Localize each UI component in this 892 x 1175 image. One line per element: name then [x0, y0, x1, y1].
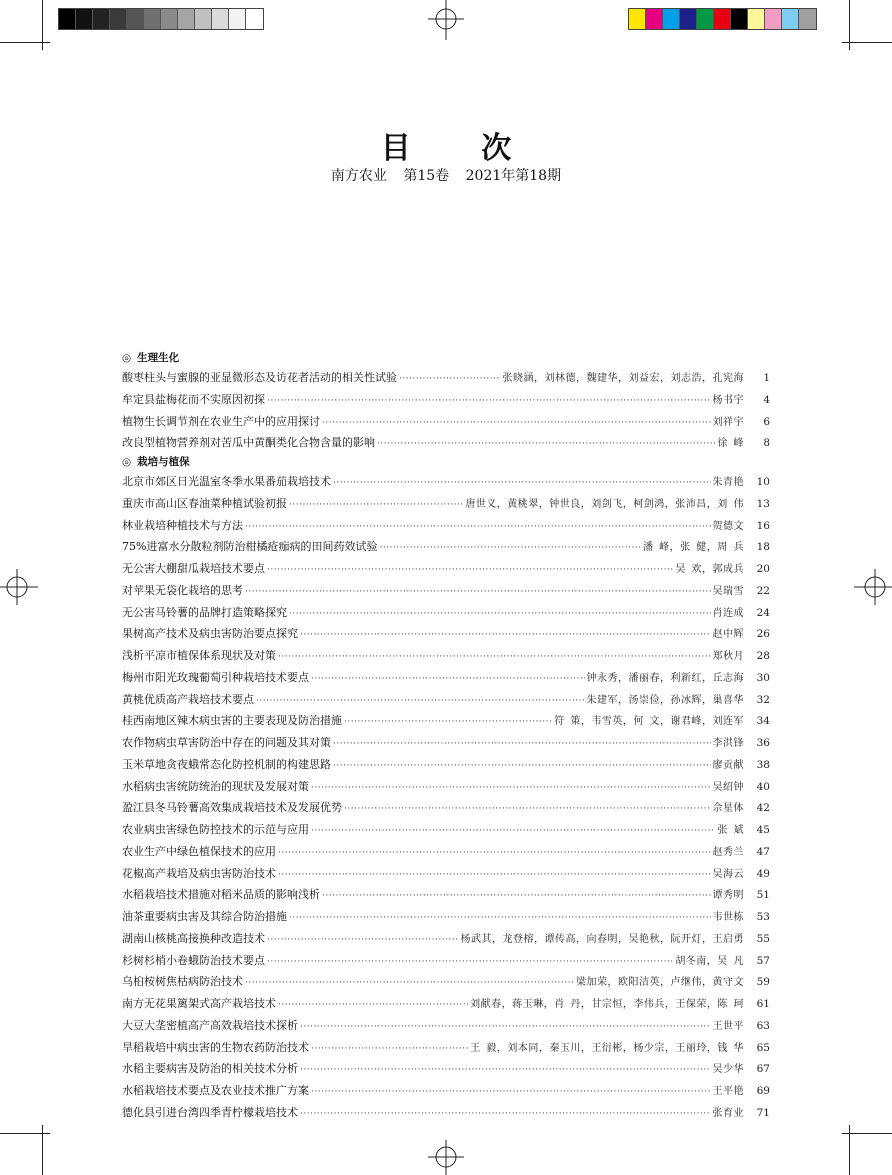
article-title: 花椒高产栽培及病虫害防治技术 [122, 866, 276, 880]
leader-dots [278, 865, 711, 887]
page-number: 40 [756, 780, 770, 793]
toc-entry[interactable] [122, 1037, 770, 1059]
article-authors: 贺德文 [712, 520, 744, 532]
registration-mark-right [852, 567, 892, 607]
gray-swatch [229, 9, 246, 29]
volume-number: 第15卷 [403, 168, 450, 184]
toc-entry[interactable] [122, 580, 770, 602]
page-number: 47 [756, 845, 770, 858]
page-number: 36 [756, 737, 770, 749]
page-number: 42 [756, 802, 770, 815]
section-marker-icon: ◎ [122, 352, 132, 364]
page-number: 55 [756, 932, 770, 945]
leader-dots [289, 604, 711, 626]
article-title: 酸枣柱头与蜜腺的亚显微形态及访花者活动的相关性试验 [122, 371, 397, 384]
leader-dots [256, 691, 585, 713]
color-swatch [697, 9, 714, 29]
leader-dots [379, 538, 641, 560]
leader-dots [311, 778, 711, 800]
article-title: 玉米草地贪夜蛾常态化防控机制的构建思路 [122, 757, 331, 771]
page-title: 目 次 [380, 131, 542, 166]
toc-entry[interactable] [122, 841, 770, 863]
leader-dots [245, 517, 711, 539]
toc-entry[interactable] [122, 1058, 770, 1080]
color-swatch [629, 9, 646, 29]
page-number: 71 [756, 1106, 770, 1119]
article-authors: 王平艳 [712, 1086, 744, 1097]
registration-mark-top [426, 0, 466, 40]
leader-dots [311, 821, 715, 843]
gray-swatch [178, 9, 195, 29]
page-number: 10 [756, 476, 770, 488]
gray-swatch [195, 9, 212, 29]
page-number: 13 [756, 497, 770, 510]
page-number: 26 [756, 628, 770, 641]
leader-dots [311, 1039, 468, 1061]
color-calibration-bar [628, 8, 817, 30]
journal-issue-line [0, 165, 892, 185]
article-title: 水稻病虫害统防统治的现状及发展对策 [122, 779, 309, 793]
article-title: 杉树杉梢小卷蛾防治技术要点 [122, 953, 265, 967]
color-swatch [765, 9, 782, 29]
leader-dots [344, 799, 711, 821]
article-title: 梅州市阳光玫瑰葡萄引种栽培技术要点 [122, 670, 309, 684]
article-title: 75%进富水分散粒剂防治柑橘疮痂病的田间药效试验 [122, 540, 378, 554]
section-marker-icon: ◎ [122, 456, 132, 468]
article-authors: 王世平 [712, 1020, 744, 1032]
leader-dots [377, 434, 715, 456]
page-number: 49 [756, 867, 770, 880]
leader-dots [333, 756, 711, 778]
leader-dots [245, 973, 574, 995]
gray-swatch [110, 9, 127, 29]
article-title: 德化县引进台湾四季青柠檬栽培技术 [122, 1105, 298, 1119]
table-of-contents [122, 350, 770, 1124]
article-authors: 梁加荣，欧阳洁英，卢继伟，黄守文 [576, 977, 744, 989]
article-authors: 徐 峰 [717, 438, 744, 450]
registration-mark-left [0, 567, 40, 607]
leader-dots [289, 495, 463, 517]
page-number: 57 [756, 954, 770, 967]
article-title: 水稻栽培技术要点及农业技术推广方案 [122, 1084, 309, 1097]
article-title: 油茶重要病虫害及其综合防治措施 [122, 910, 287, 923]
leader-dots [300, 625, 711, 647]
toc-entry[interactable] [122, 623, 770, 645]
page-number: 22 [756, 584, 770, 597]
toc-entry[interactable] [122, 884, 770, 906]
page-number: 16 [756, 519, 770, 532]
article-authors: 吴瑞雪 [712, 585, 744, 597]
article-authors: 刘祥宇 [712, 416, 744, 428]
gray-swatch [127, 9, 144, 29]
color-swatch [646, 9, 663, 29]
leader-dots [322, 413, 711, 435]
toc-entry[interactable] [122, 971, 770, 993]
leader-dots [267, 952, 673, 974]
issue-number: 2021年第18期 [465, 168, 562, 184]
article-title: 无公害马铃薯的品牌打造策略探究 [122, 605, 287, 619]
article-authors: 吴海云 [712, 868, 744, 880]
article-authors: 王 毅，刘本同，秦玉川，王衍彬，杨少宗，王丽玲，钱 华 [470, 1042, 744, 1054]
article-authors: 张 斌 [717, 825, 744, 836]
toc-entry[interactable] [122, 689, 770, 711]
article-authors: 唐世义，黄桃翠，钟世良，刘剑飞，柯剑鸿，张沛昌，刘 伟 [465, 498, 744, 510]
leader-dots [267, 560, 673, 582]
toc-entry[interactable] [122, 776, 770, 798]
toc-entry[interactable] [122, 558, 770, 580]
section-heading-text: 栽培与植保 [137, 456, 190, 468]
gray-swatch [212, 9, 229, 29]
page-number: 69 [756, 1085, 770, 1097]
toc-entry[interactable] [122, 732, 770, 754]
leader-dots [289, 908, 711, 930]
leader-dots [267, 930, 459, 952]
article-title: 农作物病虫草害防治中存在的问题及其对策 [122, 736, 331, 749]
article-authors: 吴绍钟 [712, 781, 744, 793]
article-authors: 李洪锋 [712, 738, 744, 749]
leader-dots [278, 843, 711, 865]
article-authors: 刘献春，蒋玉琳，肖 丹，甘宗恒，李伟兵，王保荣，陈 珂 [470, 999, 744, 1010]
article-title: 植物生长调节剂在农业生产中的应用探讨 [122, 414, 320, 428]
article-title: 改良型植物营养剂对苦瓜中黄酮类化合物含量的影响 [122, 436, 375, 450]
section-heading [122, 454, 770, 471]
leader-dots [322, 886, 711, 908]
page-number: 38 [756, 758, 770, 771]
gray-scale-bar [58, 8, 264, 30]
toc-entry[interactable] [122, 536, 770, 558]
gray-swatch [161, 9, 178, 29]
toc-entry[interactable] [122, 515, 770, 537]
toc-entry[interactable] [122, 411, 770, 433]
color-swatch [680, 9, 697, 29]
article-title: 无公害大棚甜瓜栽培技术要点 [122, 562, 265, 575]
article-authors: 符 策，韦雪英，何 文，谢君峰，刘连军 [554, 716, 744, 728]
page-number: 1 [763, 372, 770, 384]
article-authors: 张育业 [712, 1107, 744, 1119]
toc-entry[interactable] [122, 432, 770, 454]
section-heading-text: 生理生化 [137, 352, 180, 364]
toc-entry[interactable] [122, 1080, 770, 1102]
article-title: 果树高产技术及病虫害防治要点探究 [122, 627, 298, 641]
article-title: 南方无花果篱架式高产栽培技术 [122, 997, 276, 1010]
page-number: 67 [756, 1063, 770, 1076]
article-authors: 赵中辉 [712, 629, 744, 641]
article-authors: 肖连成 [712, 607, 744, 619]
page-number: 51 [756, 889, 770, 902]
gray-swatch [59, 9, 76, 29]
article-title: 重庆市高山区春油菜种植试验初报 [122, 496, 287, 510]
leader-dots [300, 1017, 711, 1039]
article-title: 水稻栽培技术措施对稻米品质的影响浅析 [122, 888, 320, 902]
toc-entry[interactable] [122, 993, 770, 1015]
section-heading [122, 350, 770, 367]
article-title: 北京市郊区日光温室冬季水果番茄栽培技术 [122, 475, 331, 488]
toc-entry[interactable] [122, 667, 770, 689]
article-authors: 谭秀明 [712, 890, 744, 902]
toc-entry[interactable] [122, 602, 770, 624]
page-number: 63 [756, 1019, 770, 1032]
page-number: 30 [756, 671, 770, 684]
article-title: 大豆大垄密植高产高效栽培技术探析 [122, 1018, 298, 1032]
article-authors: 胡冬南，吴 凡 [675, 955, 744, 967]
article-authors: 朱建军，汤崇俭，孙冰辉，巢喜华 [586, 694, 744, 706]
article-title: 桂西南地区辣木病虫害的主要表现及防治措施 [122, 714, 342, 728]
leader-dots [267, 391, 711, 413]
toc-entry[interactable] [122, 819, 770, 841]
color-swatch [748, 9, 765, 29]
leader-dots [278, 647, 711, 669]
article-authors: 廖贡献 [712, 759, 744, 771]
color-swatch [799, 9, 816, 29]
article-title: 黄桃优质高产栽培技术要点 [122, 692, 254, 706]
article-title: 农业病虫害绿色防控技术的示范与应用 [122, 823, 309, 836]
article-authors: 郑秋月 [712, 651, 744, 662]
gray-swatch [144, 9, 161, 29]
article-authors: 杨武其，龙登榕，谭传高，向春明，吴艳秋，阮开灯，王启勇 [460, 933, 744, 945]
toc-entry[interactable] [122, 367, 770, 389]
toc-entry[interactable] [122, 906, 770, 928]
color-swatch [782, 9, 799, 29]
page-number: 53 [756, 911, 770, 923]
leader-dots [399, 369, 501, 391]
article-title: 水稻主要病害及防治的相关技术分析 [122, 1062, 298, 1076]
article-title: 林业栽培种植技术与方法 [122, 518, 243, 532]
journal-name: 南方农业 [330, 168, 387, 184]
gray-swatch [246, 9, 263, 29]
article-title: 旱稻栽培中病虫害的生物农药防治技术 [122, 1040, 309, 1054]
gray-swatch [93, 9, 110, 29]
article-authors: 赵秀兰 [712, 846, 744, 858]
color-swatch [714, 9, 731, 29]
article-title: 湖南山核桃高接换种改造技术 [122, 931, 265, 945]
article-title: 浅析平凉市植保体系现状及对策 [122, 649, 276, 662]
page-number: 28 [756, 650, 770, 662]
gray-swatch [76, 9, 93, 29]
leader-dots [333, 734, 711, 756]
page-number: 59 [756, 976, 770, 989]
registration-mark-bottom [426, 1140, 466, 1175]
article-authors: 钟永秀，潘丽春，利新红，丘志海 [586, 672, 744, 684]
page-number: 34 [756, 715, 770, 728]
toc-entry[interactable] [122, 471, 770, 493]
leader-dots [311, 1082, 711, 1104]
article-title: 乌桕桉树焦枯病防治技术 [122, 975, 243, 989]
article-title: 对苹果无袋化栽培的思考 [122, 583, 243, 597]
page-number: 65 [756, 1041, 770, 1054]
toc-entry[interactable] [122, 950, 770, 972]
article-authors: 吴少华 [712, 1064, 744, 1076]
leader-dots [278, 995, 468, 1017]
toc-entry[interactable] [122, 1102, 770, 1124]
leader-dots [300, 1060, 711, 1082]
color-swatch [663, 9, 680, 29]
page-number: 32 [756, 693, 770, 706]
toc-entry[interactable] [122, 754, 770, 776]
article-authors: 杨书宇 [712, 394, 744, 406]
article-authors: 潘 峰，张 健，周 兵 [642, 542, 744, 554]
toc-entry[interactable] [122, 645, 770, 667]
article-authors: 韦世栋 [712, 912, 744, 923]
page-number: 4 [763, 393, 770, 406]
toc-entry[interactable] [122, 863, 770, 885]
leader-dots [333, 473, 711, 495]
toc-entry[interactable] [122, 389, 770, 411]
toc-entry[interactable] [122, 1015, 770, 1037]
color-swatch [731, 9, 748, 29]
page-number: 24 [756, 606, 770, 619]
article-authors: 朱青艳 [712, 477, 744, 488]
article-authors: 张晓涵，刘林德，魏建华，刘益宏，刘志浩，孔宪海 [502, 373, 744, 384]
article-authors: 佘星体 [712, 803, 744, 815]
toc-entry[interactable] [122, 928, 770, 950]
toc-entry[interactable] [122, 710, 770, 732]
article-title: 盈江县冬马铃薯高效集成栽培技术及发展优势 [122, 801, 342, 815]
page-number: 8 [763, 437, 770, 450]
article-authors: 吴 欢，郭成兵 [675, 564, 744, 575]
toc-entry[interactable] [122, 797, 770, 819]
page-number: 20 [756, 563, 770, 575]
leader-dots [245, 582, 711, 604]
page-number: 6 [763, 415, 770, 428]
page-number: 61 [756, 998, 770, 1010]
leader-dots [311, 669, 585, 691]
leader-dots [344, 712, 552, 734]
page-number: 18 [756, 541, 770, 554]
article-title: 牟定县盐梅花而不实原因初探 [122, 392, 265, 406]
article-title: 农业生产中绿色植保技术的应用 [122, 844, 276, 858]
toc-entry[interactable] [122, 493, 770, 515]
page-number: 45 [756, 824, 770, 836]
leader-dots [300, 1104, 711, 1126]
